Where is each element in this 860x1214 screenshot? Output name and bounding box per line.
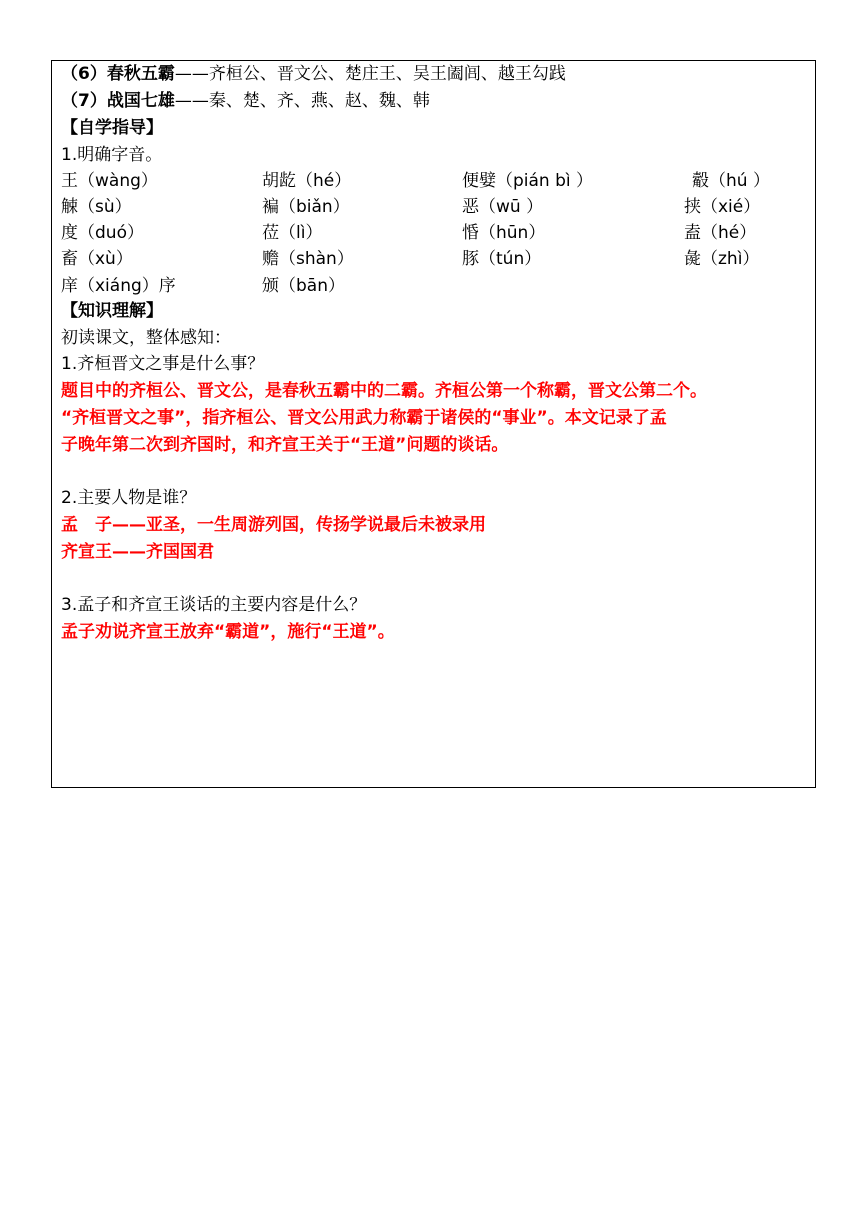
pinyin-cell: 庠（xiáng）序: [61, 276, 176, 296]
five-hegemons-list: ——齐桓公、晋文公、楚庄王、吴王阖闾、越王勾践: [174, 64, 566, 84]
pinyin-cell: 畜（xù）: [61, 249, 133, 269]
pinyin-cell: 褊（biǎn）: [262, 197, 350, 217]
pinyin-cell: 胡龁（hé）: [262, 171, 352, 191]
pinyin-cell: 觳（hú ）: [692, 171, 770, 191]
answer-2-line: 孟 子——亚圣，一生周游列国，传扬学说最后未被录用: [61, 515, 486, 535]
pinyin-cell: 颁（bān）: [262, 276, 345, 296]
pinyin-cell: 挟（xié）: [684, 197, 761, 217]
pinyin-cell: 莅（lì）: [262, 223, 323, 243]
question-3: 3.孟子和齐宣王谈话的主要内容是什么？: [61, 595, 367, 615]
pinyin-cell: 便嬖（pián bì ）: [462, 171, 594, 191]
answer-1-line: 题目中的齐桓公、晋文公，是春秋五霸中的二霸。齐桓公第一个称霸，晋文公第二个。: [61, 381, 707, 401]
pinyin-cell: 觫（sù）: [61, 197, 132, 217]
pinyin-cell: 惛（hūn）: [462, 223, 546, 243]
answer-3: 孟子劝说齐宣王放弃“霸道”，施行“王道”。: [61, 622, 395, 642]
pinyin-cell: 盍（hé）: [684, 223, 757, 243]
question-1: 1.齐桓晋文之事是什么事？: [61, 354, 265, 374]
reading-intro: 初读课文，整体感知：: [61, 328, 231, 348]
intro-line-7: [61, 89, 430, 113]
intro-line-6: [61, 62, 566, 86]
answer-1-line: “齐桓晋文之事”，指齐桓公、晋文公用武力称霸于诸侯的“事业”。本文记录了孟: [61, 408, 667, 428]
pinyin-cell: 彘（zhì）: [684, 249, 760, 269]
five-hegemons-label: （6）春秋五霸: [61, 64, 175, 84]
pinyin-cell: 豚（tún）: [462, 249, 542, 269]
pinyin-cell: 赡（shàn）: [262, 249, 354, 269]
pinyin-cell: 恶（wū ）: [462, 197, 544, 217]
seven-states-list: ——秦、楚、齐、燕、赵、魏、韩: [174, 91, 430, 111]
self-study-heading: 【自学指导】: [61, 118, 163, 138]
pronunciation-subheading: 1.明确字音。: [61, 145, 163, 165]
question-2: 2.主要人物是谁？: [61, 488, 197, 508]
pinyin-cell: 度（duó）: [61, 223, 144, 243]
seven-states-label: （7）战国七雄: [61, 91, 175, 111]
understanding-heading: 【知识理解】: [61, 301, 163, 321]
answer-1-line: 子晚年第二次到齐国时，和齐宣王关于“王道”问题的谈话。: [61, 435, 509, 455]
answer-2-line: 齐宣王——齐国国君: [61, 542, 214, 562]
pinyin-cell: 王（wàng）: [61, 171, 158, 191]
